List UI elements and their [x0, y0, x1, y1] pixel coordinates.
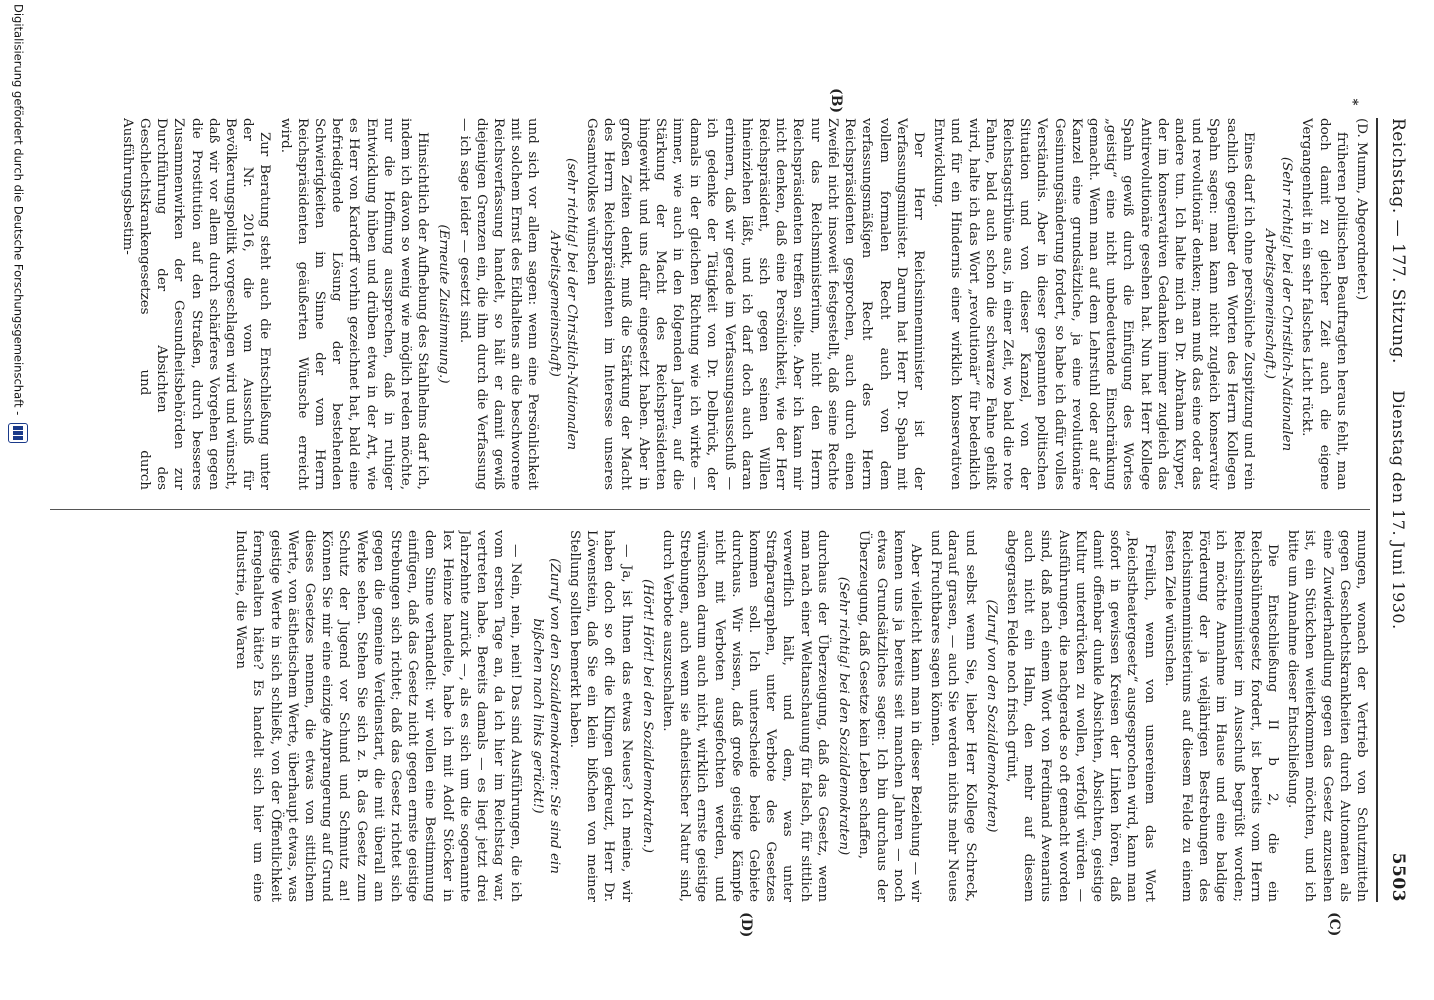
left-paragraph: Eines darf ich ohne persönliche Zuspitzung und rein sachlich gegenüber den Worten des Herrn Kollegen Spahn sagen: man kann nicht zugleich konservativ und revolutionär denken; man muß das eine oder das andere tun. Ich halte mich an Dr. Abraham Kuyper, der im konservativen Gedanken immer zugleich das Antirevolutionäre gesehen hat. Nun hat Herr Kollege Spahn gewiß durch die Einfügung des Wortes „geistig“ eine nicht unbedeutende Einschränkung gemacht. Wenn man auf dem Lehrstuhl oder auf der Kanzel eine grundsätzliche, ja eine revolutionäre Gesinnungsänderung fordert, so habe ich dafür volles Verständnis. Aber in dieser gespannten politischen Situation und von dieser Kanzel, von der Reichstagstribüne aus, in einer Zeit, wo bald die rote Fahne, bald auch schon die schwarze Fahne gehißt wird, halte ich das Wort „revolutionär“ für bedenklich und für ein Hindernis einer wirklich konservativen Entwicklung. [931, 118, 1256, 490]
right-interjection: (Hört! Hört! bei den Sozialdemokraten.) [639, 579, 655, 853]
margin-mark-c: (C) [1326, 912, 1342, 937]
right-interjection: (Sehr richtig! bei den Sozialdemokraten) [836, 576, 852, 856]
left-interjection: (sehr richtig! bei der Christlich-Nationalen Arbeitsgemeinschaft) [546, 157, 579, 451]
right-paragraph: mungen, wonach der Vertrieb von Schutzmitteln gegen Geschlechtskrankheiten durch Automaten als eine Zuwiderhandlung gegen das Gesetz anzusehen ist, ein Stückchen weiterkommen möchten, und ich bitte um Annahme dieser Entschließung. [1285, 530, 1369, 902]
right-paragraph: und selbst wenn Sie, lieber Herr Kollege Schreck, darauf grasen, — auch Sie werden nichts mehr Neues und Fruchtbares sagen können. [928, 530, 978, 902]
left-paragraph: und sich vor allem sagen: wenn eine Persönlichkeit mit solchem Ernst des Eidhaltens an die beschworene Reichsverfassung handelt, so hält er damit gewiß diejenigen Grenzen ein, die ihm durch die Verfassung — ich sage leider — gesetzt sind. [456, 118, 541, 490]
right-paragraph: durchaus der Überzeugung, daß das Gesetz, wenn man nach einer Weltanschauung für falsch, für sittlich verwerflich hält, und dem, was unter Strafparagraphen, unter Verbote des Gesetzes kommen soll. Ich unterscheide beide Gebiete durchaus. Wir wissen, daß große geistige Kämpfe nicht mit Verboten ausgefochten werden, und wünschen darum auch nicht, wirklich ernste geistige Strebungen, auch wenn sie atheistischer Natur sind, durch Verbote auszuschalten. [660, 530, 830, 902]
margin-mark-star: * [1345, 98, 1360, 106]
right-paragraph: Aber vielleicht kann man in dieser Beziehung — wir kennen uns ja bereits seit manchen Jahren — noch etwas Grundsätzliches sagen: Ich bin durchaus der Überzeugung, daß Gesetze kein Leben schaffen, [856, 530, 923, 902]
right-paragraph: — Nein, nein, nein! Das sind Ausführungen, die ich vom ersten Tage an, da ich hier im Reichstag war, vertreten habe. Bereits damals — es liegt jetzt drei Jahrzehnte zurück —, als es sich um die sogenannte lex Heinze handelte, habe ich mit Adolf Stöcker in dem Sinne verhandelt: wir wollen eine Bestimmung einfügen, daß das Gesetz nicht gegen ernste geistige Strebungen sich richtet; daß das Gesetz richtet sich gegen die gemeine Verdienstart, die mit überall am Werke sehen. Stehen Sie sich z. B. das Gesetz zum Schutz der Jugend vor Schund und Schmutz an! Können Sie mir eine einzige Anprangerung auf Grund dieses Gesetzes nennen, die etwas von sittlichem Werte, von ästhetischem Werte, überhaupt etwas, was geistige Werte in sich schließt, von der Öffentlichkeit ferngehalten hätte? Es handelt sich hier um eine Industrie, die Waren [233, 530, 524, 902]
page-header [1382, 118, 1412, 902]
digitization-footer [4, 4, 28, 994]
margin-mark-b: (B) [828, 88, 844, 114]
right-interjection: (Zuruf von den Sozialdemokraten: Sie sind ein bißchen nach links gerückt!) [529, 558, 562, 874]
header-rule [1376, 118, 1378, 902]
left-paragraph: (D. Mumm, Abgeordneter.) [1354, 118, 1369, 301]
column-divider [50, 509, 1370, 510]
left-interjection: (Sehr richtig! bei der Christlich-Nationalen Arbeitsgemeinschaft.) [1261, 156, 1295, 452]
right-paragraph: Die Entschließung II b 2, die ein Reichsbühnengesetz fordert, ist bereits vom Herrn Reichsinnenminister im Ausschuß begrüßt worden; ich möchte Annahme im Hause und eine baldige Förderung der ja vieljährigen Bestrebungen des Reichsinnenministeriums auf diesem Felde zu einem festen Ziele wünschen. [1161, 530, 1280, 902]
left-interjection: (Erneute Zustimmung.) [436, 224, 452, 384]
margin-mark-d: (D) [738, 912, 754, 938]
left-column [50, 118, 1370, 490]
header-session: Reichstag. — 177. Sitzung. [1388, 118, 1408, 364]
header-date: Dienstag den 17. Juni 1930. [1389, 390, 1408, 630]
left-paragraph: Zur Beratung steht auch die Entschließung unter der Nr. 2016, die vom Ausschuß für Bevölkerungspolitik vorgeschlagen wird und wünscht, daß wir vor allem durch schärferes Vorgehen gegen die Prostitution auf den Straßen, durch besseres Zusammenwirken der Gesundheitsbehörden zur Durchführung der Absichten des Geschlechtskrankengesetzes und durch Ausführungsbestim- [119, 118, 273, 490]
dfg-logo-icon [8, 423, 28, 443]
right-interjection: (Zuruf von den Sozialdemokraten) [983, 599, 999, 833]
left-paragraph: Der Herr Reichsinnenminister ist der Verfassungsminister. Darum hat Herr Dr. Spahn mit vollem formalen Recht auch von dem verfassungsmäßigen Recht des Herrn Reichspräsidenten gesprochen, auch durch einen Zweifel nicht insoweit festgestellt, daß seine Rechte nur das Reichsministerium, nicht den Herrn Reichspräsidenten treffen sollte. Aber ich kann mir nicht denken, daß eine Persönlichkeit, wie der Herr Reichspräsident, sich gegen seinen Willen hineinziehen läßt, und ich darf doch auch daran erinnern, daß wir gerade im Verfassungsausschuß — ich gedenke der Tätigkeit von Dr. Delbrück, der damals in der gleichen Richtung wie ich wirkte — immer, wie auch in den folgenden Jahren, auf die Stärkung der Macht des Reichspräsidenten hingewirkt und uns dafür eingesetzt haben. Aber in großen Zeiten denkt, muß die Stärkung der Macht des Herrn Reichspräsidenten im Interesse unseres Gesamtvolkes wünschen [584, 118, 926, 490]
footer-credit: Digitalisierung gefördert durch die Deutsche Forschungsgemeinschaft - [11, 4, 26, 416]
left-paragraph: früheren politischen Beauftragten heraus fehlt, man doch damit zu gleicher Zeit auch die eigene Vergangenheit in ein sehr falsches Licht rückt. [1299, 118, 1349, 490]
right-paragraph: Freilich, wenn von unsereinem das Wort „Reichstheatergesetz“ ausgesprochen wird, kann man sofort in gewissen Kreisen der Linken hören, daß damit offenbar dunkle Absichten, Absichten, geistige Kultur unterdrücken zu wollen, verfolgt würden — Ausführungen, die nachgerade so oft gemacht worden sind, daß nach einem Wort von Ferdinand Avenarius auch nicht ein Halm, den mehr auf diesem abgegrasten Felde noch frisch grünt, [1003, 530, 1157, 902]
right-column [50, 530, 1370, 902]
page-number: 5503 [1388, 852, 1408, 902]
right-paragraph: — Ja, ist Ihnen das etwas Neues? Ich meine, wir haben doch so oft die Klingen gekreuzt, Herr Dr. Löwenstein, daß Sie ein klein bißchen von meiner Stellung sollten bemerkt haben. [567, 530, 634, 902]
left-paragraph: Hinsichtlich der Aufhebung des Stahlhelms darf ich, indem ich davon so wenig wie möglich reden möchte, nur die Hoffnung aussprechen, daß in ruhiger Entwicklung hüben und drüben etwa in der Art, wie es Herr von Kardorff vorhin gezeichnet hat, bald eine befriedigende Lösung der bestehenden Schwierigkeiten im Sinne der vom Herrn Reichspräsidenten geäußerten Wünsche erreicht wird. [277, 118, 431, 490]
